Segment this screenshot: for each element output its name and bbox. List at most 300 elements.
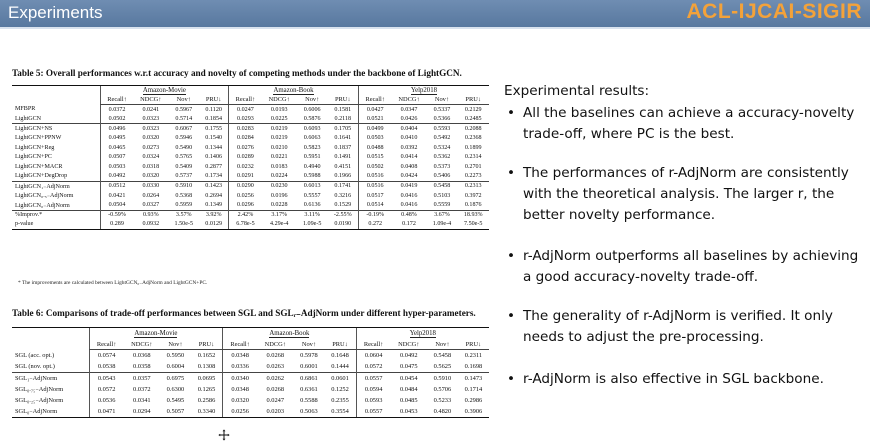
- table-cell: 0.1581: [334, 106, 352, 113]
- table-cell: 0.0503: [358, 133, 391, 143]
- table-cell: 0.0193: [270, 106, 288, 113]
- table5-caption: Table 5: Overall performances w.r.t accuracy and novelty of competing methods under the backbone of LightGCN.: [12, 68, 462, 78]
- table-cell: 0.5492: [433, 135, 451, 142]
- table-row: [12, 201, 489, 211]
- table-cell: 0.2586: [197, 396, 216, 404]
- row-label: SGL₁₋AdjNorm: [12, 372, 89, 383]
- table-cell: -2.55%: [328, 210, 359, 220]
- table-cell: 0.1755: [199, 124, 228, 134]
- table5-metric-header: NDCG↑: [392, 95, 427, 105]
- table-cell: 0.5337: [433, 106, 451, 113]
- bullet-text: The performances of r-AdjNorm are consistently with the theoretical analysis. The larger r, the better novelty performance.: [523, 165, 849, 223]
- table-cell: 0.2694: [205, 192, 223, 199]
- table5-metric-header: Nov↑: [426, 95, 457, 105]
- table-cell: 0.1876: [464, 202, 482, 209]
- row-label: LightGCN+Reg: [15, 144, 55, 151]
- table-cell: 0.0348: [223, 383, 258, 394]
- table-cell: 0.6361: [300, 385, 318, 393]
- table-cell: 0.0323: [133, 124, 168, 134]
- table-cell: 0.5823: [303, 144, 321, 151]
- table-cell: 0.0426: [400, 115, 418, 122]
- table-cell: 0.0485: [399, 396, 418, 404]
- table-cell: 0.0594: [356, 383, 391, 394]
- table-cell: 0.0256: [229, 191, 262, 201]
- table-cell: 0.2877: [205, 164, 223, 171]
- table-cell: 0.2485: [464, 115, 482, 122]
- row-label: MFBPR: [15, 106, 36, 113]
- table6: [12, 327, 489, 418]
- table-cell: 0.1854: [205, 115, 223, 122]
- row-label: LightGCN₀.₅₋AdjNorm: [15, 193, 74, 200]
- table-cell: 0.2088: [457, 124, 489, 134]
- bullet-dot: •: [507, 165, 516, 181]
- table-cell: 0.1734: [205, 173, 223, 180]
- table-cell: 0.0593: [356, 395, 391, 406]
- table-cell: 0.0465: [100, 143, 133, 153]
- row-label: p-value: [12, 220, 100, 230]
- table-cell: 0.0330: [133, 181, 168, 191]
- table-cell: 3.11%: [297, 210, 328, 220]
- table-cell: 0.0404: [392, 124, 427, 134]
- table-row: [12, 210, 489, 220]
- table-cell: 0.0224: [270, 173, 288, 180]
- table-cell: 0.3554: [324, 406, 356, 417]
- table-cell: 0.5103: [433, 192, 451, 199]
- table-cell: 0.4151: [334, 164, 352, 171]
- table-cell: 0.0263: [266, 362, 285, 370]
- table-cell: 0.0293: [229, 114, 262, 124]
- table-cell: 0.1344: [205, 144, 223, 151]
- table-cell: 0.0416: [400, 202, 418, 209]
- table6-corner: [12, 328, 89, 350]
- table-row: [12, 172, 489, 182]
- table-cell: 0.1741: [328, 181, 359, 191]
- table-cell: 0.5458: [426, 181, 457, 191]
- row-label: LightGCN+PPNW: [15, 135, 62, 142]
- table5-metric-header: Recall↑: [100, 95, 133, 105]
- table-cell: 0.0219: [262, 124, 297, 134]
- table-cell: 0.0264: [142, 192, 160, 199]
- table-cell: 0.5951: [303, 154, 321, 161]
- table-cell: 0.1406: [205, 154, 223, 161]
- table5-corner: [12, 86, 100, 105]
- table-cell: 0.0232: [229, 162, 262, 172]
- table-cell: 0.2129: [464, 106, 482, 113]
- table-cell: 1.09e-5: [297, 220, 328, 230]
- table-cell: 0.6013: [297, 181, 328, 191]
- table-cell: 0.0247: [266, 396, 285, 404]
- table-cell: 0.1540: [205, 135, 223, 142]
- table5-metric-header: Nov↑: [297, 95, 328, 105]
- table-cell: 0.2314: [464, 154, 482, 161]
- header-divider: [0, 27, 870, 29]
- table-cell: 0.0241: [142, 106, 160, 113]
- row-label: SGL₀.₂₅₋AdjNorm: [15, 397, 64, 405]
- table-cell: 0.1641: [334, 135, 352, 142]
- table-cell: 0.0932: [133, 220, 168, 230]
- table-cell: 0.0515: [358, 153, 391, 163]
- table-cell: 0.0574: [89, 350, 124, 361]
- slide-header: [0, 0, 870, 27]
- table-cell: 0.0320: [223, 395, 258, 406]
- table-cell: 0.2273: [464, 173, 482, 180]
- table5-footnote: * The improvements are calculated between LightGCN₀₋AdjNorm and LightGCN+PC.: [18, 280, 208, 286]
- table-cell: 0.0503: [100, 162, 133, 172]
- table-cell: 0.0471: [89, 406, 124, 417]
- table-cell: 0.3216: [334, 192, 352, 199]
- table-cell: 0.0516: [358, 172, 391, 182]
- table-cell: 0.0268: [266, 352, 285, 360]
- bullet-dot: •: [507, 308, 516, 324]
- table-cell: 0.1308: [197, 362, 216, 370]
- table-row: [12, 406, 489, 417]
- table-cell: 0.0604: [356, 350, 391, 361]
- table-cell: 0.0268: [266, 385, 285, 393]
- table-cell: 0.0410: [400, 135, 418, 142]
- table-cell: 0.5406: [433, 173, 451, 180]
- table-cell: 0.5366: [433, 115, 451, 122]
- table-cell: 0.5495: [166, 396, 185, 404]
- table-cell: 0.0484: [399, 385, 418, 393]
- table-cell: 0.1648: [331, 352, 349, 360]
- table-cell: 0.0256: [223, 406, 258, 417]
- table-row: [12, 124, 489, 134]
- table-cell: 0.1705: [328, 124, 359, 134]
- table-cell: 0.0358: [133, 362, 151, 370]
- table-cell: 0.0488: [358, 143, 391, 153]
- table-cell: 0.0320: [142, 135, 160, 142]
- table-cell: 0.0499: [358, 124, 391, 134]
- table-cell: 0.0247: [229, 105, 262, 115]
- table-cell: 0.48%: [392, 210, 427, 220]
- table-cell: 0.6063: [303, 135, 321, 142]
- table-cell: 0.1252: [331, 385, 349, 393]
- table-cell: -0.59%: [100, 210, 133, 220]
- table-cell: 1.09e-4: [426, 220, 457, 230]
- table5-metric-header: Nov↑: [168, 95, 199, 105]
- table-cell: 0.0294: [124, 406, 160, 417]
- table-cell: 0.2368: [464, 135, 482, 142]
- table-cell: 0.0372: [100, 105, 133, 115]
- table-cell: 0.0318: [142, 164, 160, 171]
- table-cell: 0.0372: [133, 385, 151, 393]
- table5-group-header: Amazon-Movie: [142, 87, 186, 95]
- table-cell: 0.0289: [229, 153, 262, 163]
- row-label: SGL₀.₇₅₋AdjNorm: [15, 386, 64, 394]
- table-cell: 0.5910: [427, 372, 458, 383]
- table-cell: 0.5959: [175, 202, 193, 209]
- row-label: SGL (nov. opt.): [15, 362, 55, 370]
- table-cell: 0.6136: [303, 202, 321, 209]
- table5-metric-header: PRU↓: [199, 95, 228, 105]
- table-cell: 0.5490: [175, 144, 193, 151]
- table-cell: 0.0601: [324, 372, 356, 383]
- table-row: [12, 162, 489, 172]
- table-cell: 4.29e-4: [262, 220, 297, 230]
- table-cell: 0.2311: [464, 352, 483, 360]
- table5: [12, 85, 489, 230]
- table-cell: 0.0427: [358, 105, 391, 115]
- table-cell: 0.3906: [458, 406, 489, 417]
- table-cell: 0.0475: [399, 362, 418, 370]
- table-cell: 0.0454: [391, 372, 427, 383]
- bullet-dot: •: [507, 248, 516, 264]
- table6-metric-header: NDCG↑: [391, 339, 427, 350]
- table-cell: 0.6004: [166, 362, 185, 370]
- table6-metric-header: Recall↑: [223, 339, 258, 350]
- table-cell: 0.0392: [400, 144, 418, 151]
- table-cell: 0.0324: [142, 154, 160, 161]
- table5-group-header: Yelp2018: [410, 87, 438, 95]
- table-cell: 0.6093: [297, 124, 328, 134]
- table6-metric-header: Nov↑: [160, 339, 191, 350]
- table-cell: 0.0262: [257, 372, 293, 383]
- table-cell: 0.5458: [433, 352, 452, 360]
- table-cell: 0.0320: [142, 173, 160, 180]
- table-cell: 0.0414: [400, 154, 418, 161]
- table-cell: 0.1423: [199, 181, 228, 191]
- table-cell: 0.0502: [100, 114, 133, 124]
- table-cell: 0.0453: [391, 406, 427, 417]
- conference-brand: ACL-IJCAI-SIGIR: [686, 0, 862, 23]
- table-cell: 0.5593: [426, 124, 457, 134]
- table-cell: 0.2355: [331, 396, 349, 404]
- bullet-dot: •: [507, 371, 516, 387]
- table6-metric-header: Recall↑: [356, 339, 391, 350]
- row-label: LightGCN+MACR: [15, 164, 63, 171]
- table-cell: 0.1529: [334, 202, 352, 209]
- table5-metric-header: PRU↓: [457, 95, 489, 105]
- table-cell: 0.0421: [100, 191, 133, 201]
- table-cell: 0.0572: [356, 361, 391, 372]
- table-cell: 0.5978: [300, 352, 318, 360]
- table-cell: 0.0408: [400, 164, 418, 171]
- table-cell: 3.67%: [426, 210, 457, 220]
- table-cell: 0.0512: [100, 181, 133, 191]
- table-cell: 0.1698: [464, 362, 483, 370]
- table-cell: 0.0357: [124, 372, 160, 383]
- table5-metric-header: PRU↓: [328, 95, 359, 105]
- table-cell: 0.0203: [257, 406, 293, 417]
- row-label: LightGCN+DegDrop: [15, 173, 68, 180]
- table-cell: 0.1837: [334, 144, 352, 151]
- table-cell: 0.5559: [433, 202, 451, 209]
- table6-metric-header: Nov↑: [427, 339, 458, 350]
- table-cell: 0.2118: [334, 115, 352, 122]
- table-cell: 6.78e-5: [229, 220, 262, 230]
- table-row: [12, 220, 489, 230]
- table-cell: 18.93%: [457, 210, 489, 220]
- table-cell: 0.0327: [142, 202, 160, 209]
- table-cell: 0.6300: [166, 385, 185, 393]
- table6-metric-header: Recall↑: [89, 339, 124, 350]
- row-label: %Improv.*: [12, 210, 100, 220]
- table5-metric-header: NDCG↑: [133, 95, 168, 105]
- table-cell: 0.5988: [303, 173, 321, 180]
- table-cell: 0.0323: [142, 115, 160, 122]
- table-cell: 0.0517: [358, 191, 391, 201]
- table-cell: 0.1349: [205, 202, 223, 209]
- table-cell: 0.5063: [293, 406, 324, 417]
- table-cell: 0.0492: [399, 352, 418, 360]
- table-cell: 0.5057: [160, 406, 191, 417]
- table-cell: 0.0276: [229, 143, 262, 153]
- table-cell: 2.42%: [229, 210, 262, 220]
- table6-metric-header: PRU↓: [458, 339, 489, 350]
- table-cell: 0.272: [358, 220, 391, 230]
- table-cell: 0.0348: [223, 350, 258, 361]
- row-label: LightGCN+PC: [15, 154, 52, 161]
- table-cell: 0.0695: [191, 372, 223, 383]
- table-cell: 0.5368: [175, 192, 193, 199]
- table-row: [12, 383, 489, 394]
- table-cell: 0.5876: [303, 115, 321, 122]
- table-cell: 3.17%: [262, 210, 297, 220]
- table-cell: 0.5409: [175, 164, 193, 171]
- table-cell: 0.0507: [100, 153, 133, 163]
- table6-group-header: Amazon-Movie: [134, 329, 178, 337]
- table-row: [12, 350, 489, 361]
- table-cell: 0.0190: [328, 220, 359, 230]
- table-cell: 0.1444: [331, 362, 349, 370]
- table-cell: 0.0419: [392, 181, 427, 191]
- row-label: LightGCN₀₋AdjNorm: [15, 202, 70, 209]
- table-cell: 1.50e-5: [168, 220, 199, 230]
- table-cell: 0.1714: [464, 385, 483, 393]
- table-cell: 0.1120: [205, 106, 222, 113]
- table-cell: 0.0291: [229, 172, 262, 182]
- table-cell: 0.2701: [464, 164, 482, 171]
- table-cell: 0.6975: [160, 372, 191, 383]
- table-cell: 0.1491: [334, 154, 352, 161]
- table-cell: 0.172: [392, 220, 427, 230]
- table-cell: 0.0210: [270, 144, 288, 151]
- bullet-text: r-AdjNorm outperforms all baselines by achieving a good accuracy-novelty trade-off.: [523, 248, 859, 285]
- table-row: [12, 181, 489, 191]
- table-cell: 0.5625: [433, 362, 452, 370]
- table-cell: 0.1966: [334, 173, 352, 180]
- table-cell: 0.0572: [89, 383, 124, 394]
- table6-metric-header: PRU↓: [191, 339, 223, 350]
- table-cell: 0.0196: [270, 192, 288, 199]
- table6-caption: Table 6: Comparisons of trade-off performances between SGL and SGLᵣ₋AdjNorm under different hyper-parameters.: [12, 308, 476, 318]
- table-cell: 3.57%: [168, 210, 199, 220]
- table-cell: 0.2313: [457, 181, 489, 191]
- table-cell: 0.6861: [293, 372, 324, 383]
- table6-metric-header: NDCG↑: [124, 339, 160, 350]
- table-cell: 0.0538: [89, 361, 124, 372]
- table-cell: 0.2986: [464, 396, 483, 404]
- table-cell: 0.5714: [175, 115, 193, 122]
- table-cell: 0.0557: [356, 406, 391, 417]
- table-cell: 0.0502: [358, 162, 391, 172]
- table6-group-header: Amazon-Book: [269, 329, 310, 337]
- table-cell: 0.0129: [199, 220, 228, 230]
- table-cell: 0.5765: [175, 154, 193, 161]
- table6-metric-header: NDCG↑: [257, 339, 293, 350]
- table-row: [12, 133, 489, 143]
- table-cell: 0.0347: [400, 106, 418, 113]
- table5-metric-header: Recall↑: [229, 95, 262, 105]
- table-cell: 0.1652: [197, 352, 216, 360]
- table-cell: 0.0496: [100, 124, 133, 134]
- row-label: LightGCN: [15, 115, 42, 122]
- table-cell: 0.5946: [175, 135, 193, 142]
- table-cell: 0.6006: [303, 106, 321, 113]
- row-label: SGL (acc. opt.): [15, 351, 55, 359]
- table-cell: 0.0416: [400, 192, 418, 199]
- table-cell: 0.5324: [433, 144, 451, 151]
- table-cell: 0.1899: [464, 144, 482, 151]
- bullet-text: All the baselines can achieve a accuracy-novelty trade-off, where PC is the best.: [523, 105, 855, 142]
- row-label: LightGCN₁₋AdjNorm: [12, 181, 100, 191]
- table-cell: 0.289: [100, 220, 133, 230]
- table5-group-header: Amazon-Book: [273, 87, 314, 95]
- bullet-text: r-AdjNorm is also effective in SGL backbone.: [523, 371, 824, 387]
- table-row: [12, 372, 489, 383]
- table-cell: 0.0424: [400, 173, 418, 180]
- row-label: LightGCN+NS: [12, 124, 100, 134]
- table-cell: 0.0221: [270, 154, 288, 161]
- table-cell: 0.3340: [191, 406, 223, 417]
- table-cell: 0.5233: [433, 396, 452, 404]
- table-cell: 0.3972: [464, 192, 482, 199]
- table-cell: 0.4820: [427, 406, 458, 417]
- table-cell: 0.93%: [133, 210, 168, 220]
- table-cell: 0.0492: [100, 172, 133, 182]
- table-cell: -0.19%: [358, 210, 391, 220]
- table-cell: 0.0521: [358, 114, 391, 124]
- table-cell: 0.0219: [270, 135, 288, 142]
- table-cell: 0.5373: [433, 164, 451, 171]
- table-row: [12, 153, 489, 163]
- table-row: [12, 361, 489, 372]
- bullet-dot: •: [507, 105, 516, 121]
- table-cell: 0.0183: [270, 164, 288, 171]
- bullet-text: The generality of r-AdjNorm is verified. It only needs to adjust the pre-processing.: [523, 308, 833, 345]
- table-cell: 0.0273: [142, 144, 160, 151]
- table-cell: 0.0284: [229, 133, 262, 143]
- results-heading: Experimental results:: [504, 83, 650, 99]
- table-cell: 0.5588: [300, 396, 318, 404]
- table-cell: 0.5967: [175, 106, 193, 113]
- table-cell: 0.5737: [175, 173, 193, 180]
- move-cursor-icon: [218, 429, 230, 441]
- table-cell: 0.0504: [100, 201, 133, 211]
- table-cell: 0.1473: [458, 372, 489, 383]
- table-cell: 0.0228: [270, 202, 288, 209]
- row-label: SGL₀₋AdjNorm: [12, 406, 89, 417]
- table-cell: 0.0516: [358, 181, 391, 191]
- table-cell: 0.0283: [229, 124, 262, 134]
- table-cell: 0.5706: [433, 385, 452, 393]
- table-cell: 3.92%: [199, 210, 228, 220]
- table-cell: 0.0340: [223, 372, 258, 383]
- table-cell: 0.0557: [356, 372, 391, 383]
- table-cell: 0.6067: [168, 124, 199, 134]
- table-cell: 0.0536: [89, 395, 124, 406]
- table-row: [12, 395, 489, 406]
- table5-metric-header: Recall↑: [358, 95, 391, 105]
- table6-group-header: Yelp2018: [409, 329, 436, 337]
- table-row: [12, 114, 489, 124]
- table-cell: 0.0495: [100, 133, 133, 143]
- table-cell: 0.0341: [133, 396, 151, 404]
- table-cell: 0.1265: [197, 385, 216, 393]
- table-cell: 0.0296: [229, 201, 262, 211]
- table-cell: 0.0336: [223, 361, 258, 372]
- slide-title: Experiments: [8, 3, 103, 22]
